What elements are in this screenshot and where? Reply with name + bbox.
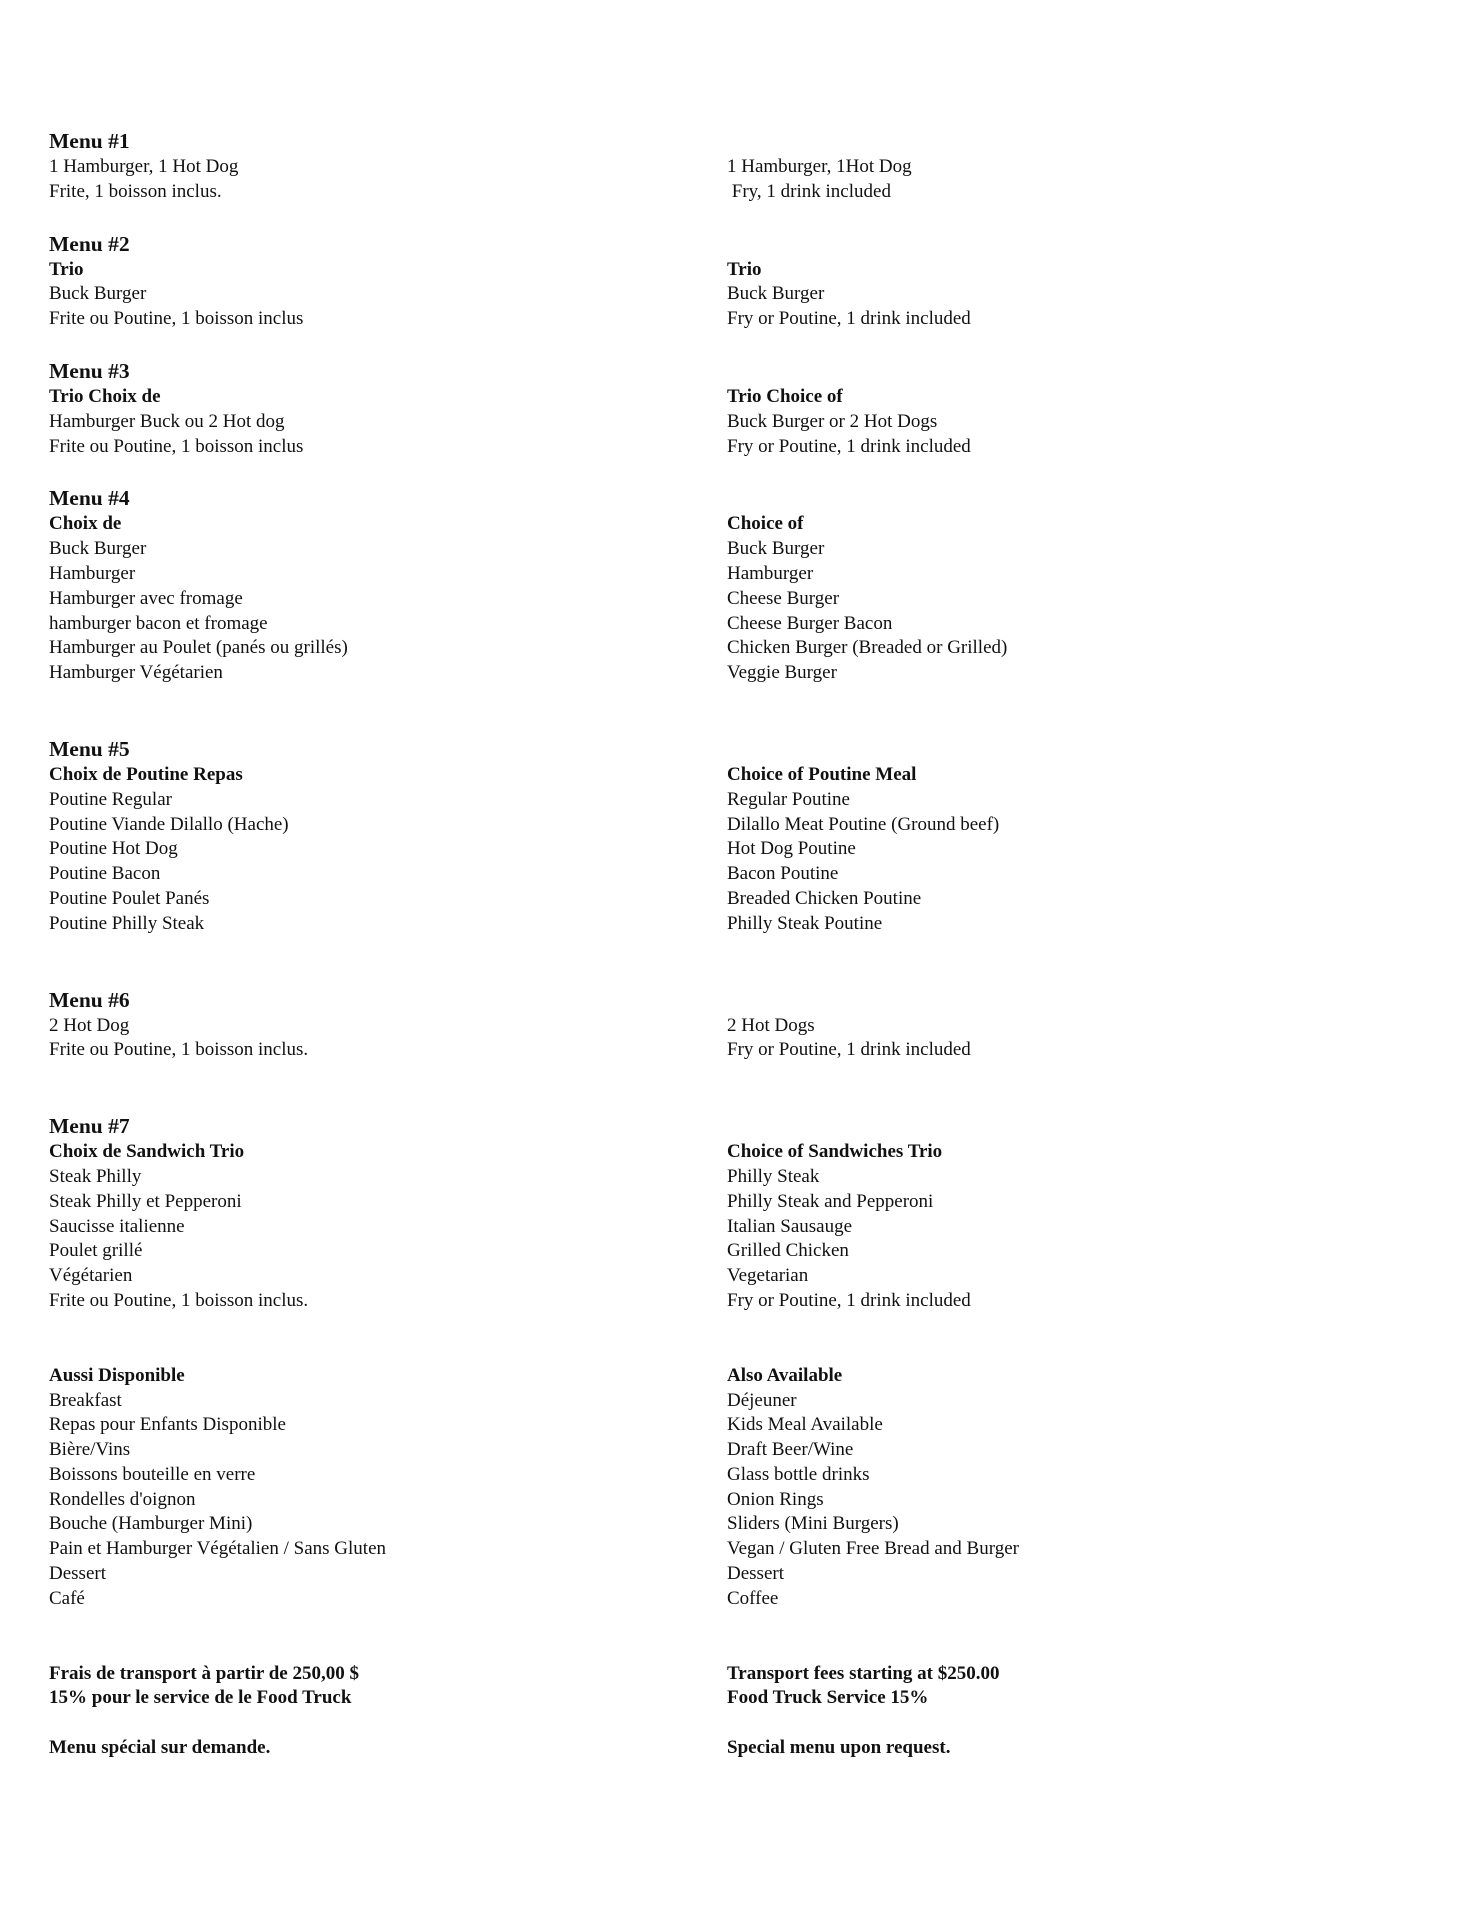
menu-7-fr-line: Steak Philly et Pepperoni (49, 1190, 242, 1212)
menu-7-en-line: Italian Sausauge (727, 1215, 853, 1237)
menu-4-en-line: Cheese Burger Bacon (727, 612, 893, 634)
menu-7-header: Menu #7 (49, 1114, 130, 1139)
menu-1-header-spacer (727, 128, 1367, 155)
menu-7-fr-line: Steak Philly (49, 1165, 142, 1187)
menu-5-fr-line: Poutine Poulet Panés (49, 887, 210, 909)
menu-4-header: Menu #4 (49, 486, 130, 511)
also-available-fr-line: Boissons bouteille en verre (49, 1463, 256, 1485)
menu-4-fr-title: Choix de (49, 513, 122, 535)
menu-4-en-line: Hamburger (727, 562, 814, 584)
menu-4-fr-line: hamburger bacon et fromage (49, 612, 268, 634)
menu-6-fr-line: 2 Hot Dog (49, 1014, 130, 1036)
menu-2-header-spacer (727, 231, 1367, 258)
menu-5-fr-line: Poutine Hot Dog (49, 838, 178, 860)
transport-fee-en: Transport fees starting at $250.00 (727, 1662, 1000, 1684)
menu-1-fr-line: 1 Hamburger, 1 Hot Dog (49, 156, 239, 177)
menu-4-fr-line: Hamburger avec fromage (49, 587, 243, 609)
menu-6-header: Menu #6 (49, 987, 130, 1012)
menu-5-en-line: Hot Dog Poutine (727, 838, 856, 860)
menu-4-en-line: Cheese Burger (727, 587, 840, 609)
menu-4-en-line: Veggie Burger (727, 662, 837, 684)
menu-3-en-line: Buck Burger or 2 Hot Dogs (727, 410, 938, 432)
menu-5-en-line: Breaded Chicken Poutine (727, 887, 922, 909)
menu-7-en-line: Philly Steak (727, 1165, 820, 1187)
menu-6-en-line: 2 Hot Dogs (727, 1014, 815, 1036)
menu-7-header-spacer (727, 1113, 1367, 1140)
menu-5-fr-title: Choix de Poutine Repas (49, 763, 243, 785)
also-available-en-line: Déjeuner (727, 1389, 797, 1411)
also-available-en-line: Sliders (Mini Burgers) (727, 1513, 899, 1535)
menu-2-header: Menu #2 (49, 231, 130, 256)
menu-7-fr-line: Frite ou Poutine, 1 boisson inclus. (49, 1289, 309, 1311)
menu-1-en-line: 1 Hamburger, 1Hot Dog (727, 156, 912, 177)
menu-7-en-line: Grilled Chicken (727, 1240, 849, 1262)
menu-7-fr-line: Poulet grillé (49, 1240, 143, 1262)
menu-5-en-line: Philly Steak Poutine (727, 912, 883, 934)
also-available-fr-line: Pain et Hamburger Végétalien / Sans Gluten (49, 1538, 386, 1560)
menu-3-fr-line: Frite ou Poutine, 1 boisson inclus (49, 435, 304, 457)
service-fee-fr: 15% pour le service de le Food Truck (49, 1687, 352, 1709)
menu-5-fr-line: Poutine Viande Dilallo (Hache) (49, 813, 289, 835)
menu-4-en-title: Choice of (727, 513, 804, 535)
menu-4-fr-line: Hamburger (49, 562, 136, 584)
menu-5-header-spacer (727, 736, 1367, 763)
also-available-en-line: Vegan / Gluten Free Bread and Burger (727, 1538, 1019, 1560)
menu-5-en-line: Bacon Poutine (727, 863, 839, 885)
menu-7-en-line: Philly Steak and Pepperoni (727, 1190, 934, 1212)
menu-2-fr-line: Frite ou Poutine, 1 boisson inclus (49, 308, 304, 330)
menu-6-fr-line: Frite ou Poutine, 1 boisson inclus. (49, 1039, 309, 1061)
menu-4-fr-line: Hamburger Végétarien (49, 662, 223, 684)
french-column (49, 128, 689, 1761)
menu-2-en-line: Fry or Poutine, 1 drink included (727, 308, 971, 330)
also-available-en-line: Glass bottle drinks (727, 1463, 870, 1485)
menu-3-en-title: Trio Choice of (727, 385, 843, 407)
menu-3-header-spacer (727, 358, 1367, 385)
also-available-fr-line: Bouche (Hamburger Mini) (49, 1513, 253, 1535)
menu-4-fr-line: Buck Burger (49, 538, 147, 560)
menu-7-fr-line: Saucisse italienne (49, 1215, 185, 1237)
also-available-en-line: Coffee (727, 1587, 779, 1609)
menu-3-fr-title: Trio Choix de (49, 385, 161, 407)
menu-4-en-line: Chicken Burger (Breaded or Grilled) (727, 637, 1008, 659)
also-available-en-line: Onion Rings (727, 1488, 824, 1510)
menu-1-en-line: Fry, 1 drink included (727, 180, 891, 202)
menu-6-header-spacer (727, 987, 1367, 1014)
also-available-fr-line: Rondelles d'oignon (49, 1488, 196, 1510)
menu-5-header: Menu #5 (49, 736, 130, 761)
also-available-fr-line: Dessert (49, 1563, 106, 1585)
also-available-fr-line: Breakfast (49, 1389, 122, 1411)
menu-3-header: Menu #3 (49, 358, 130, 383)
menu-4-header-spacer (727, 485, 1367, 512)
also-available-fr-title: Aussi Disponible (49, 1364, 185, 1386)
menu-4-en-line: Buck Burger (727, 538, 825, 560)
also-available-fr-line: Repas pour Enfants Disponible (49, 1414, 286, 1436)
menu-5-en-line: Dilallo Meat Poutine (Ground beef) (727, 813, 1000, 835)
menu-2-en-line: Buck Burger (727, 283, 825, 305)
menu-5-fr-line: Poutine Bacon (49, 863, 161, 885)
transport-fee-fr: Frais de transport à partir de 250,00 $ (49, 1662, 359, 1684)
menu-7-en-line: Vegetarian (727, 1265, 809, 1287)
special-menu-en: Special menu upon request. (727, 1737, 951, 1759)
menu-2-fr-line: Buck Burger (49, 283, 147, 305)
service-fee-en: Food Truck Service 15% (727, 1687, 929, 1709)
menu-5-en-title: Choice of Poutine Meal (727, 763, 917, 785)
menu-7-en-line: Fry or Poutine, 1 drink included (727, 1289, 971, 1311)
menu-5-fr-line: Poutine Philly Steak (49, 912, 205, 934)
menu-1-fr-line: Frite, 1 boisson inclus. (49, 180, 222, 202)
special-menu-fr: Menu spécial sur demande. (49, 1737, 271, 1759)
menu-5-fr-line: Poutine Regular (49, 788, 172, 810)
menu-7-en-title: Choice of Sandwiches Trio (727, 1141, 943, 1163)
also-available-fr-line: Café (49, 1587, 85, 1609)
english-column (727, 128, 1367, 1761)
also-available-en-line: Kids Meal Available (727, 1414, 883, 1436)
also-available-en-line: Draft Beer/Wine (727, 1439, 854, 1461)
also-available-en-title: Also Available (727, 1364, 843, 1386)
menu-2-fr-title: Trio (49, 258, 84, 280)
menu-7-fr-title: Choix de Sandwich Trio (49, 1141, 245, 1163)
menu-6-en-line: Fry or Poutine, 1 drink included (727, 1039, 971, 1061)
menu-5-en-line: Regular Poutine (727, 788, 850, 810)
also-available-fr-line: Bière/Vins (49, 1439, 131, 1461)
menu-7-fr-line: Végétarien (49, 1265, 133, 1287)
menu-3-fr-line: Hamburger Buck ou 2 Hot dog (49, 410, 285, 432)
menu-1-header: Menu #1 (49, 129, 130, 153)
menu-4-fr-line: Hamburger au Poulet (panés ou grillés) (49, 637, 348, 659)
menu-3-en-line: Fry or Poutine, 1 drink included (727, 435, 971, 457)
also-available-en-line: Dessert (727, 1563, 784, 1585)
menu-2-en-title: Trio (727, 258, 762, 280)
